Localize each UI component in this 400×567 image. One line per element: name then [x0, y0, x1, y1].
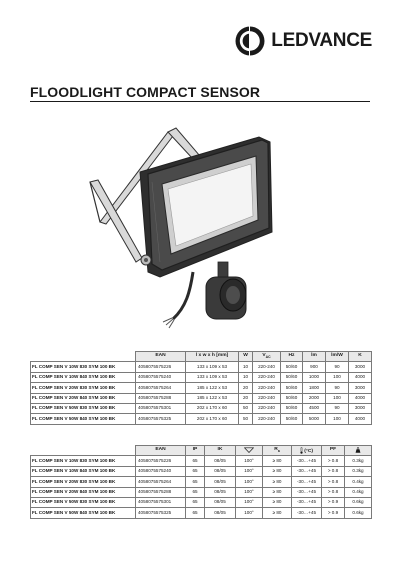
cell-pf: > 0.9: [322, 497, 345, 507]
header-weight: [345, 446, 372, 456]
cell-ean: 4058075575288: [136, 487, 186, 497]
header-ra-label: R: [274, 447, 278, 452]
cell-ean: 4058075575325: [136, 508, 186, 518]
cell-hz: 50/60: [281, 393, 303, 403]
cell-k: 4000: [349, 372, 372, 382]
cell-ip: 65: [186, 477, 205, 487]
cell-ip: 65: [186, 508, 205, 518]
electrical-specs-table: [30, 351, 372, 425]
cell-ean: 4058075575288: [136, 393, 186, 403]
cell-lmw: 90: [326, 403, 349, 413]
cell-name: FL COMP SEN V 20W 830 SYM 100 BK: [31, 477, 136, 487]
cell-ean: 4058075575240: [136, 466, 186, 476]
cell-name: FL COMP SEN V 10W 830 SYM 100 BK: [31, 362, 136, 372]
header-pf: PF: [322, 446, 345, 456]
header-voltage: [253, 352, 281, 362]
cell-ra: ≥ 80: [263, 456, 292, 466]
header-voltage-sub: AC: [265, 354, 271, 359]
cell-dim: 133 x 109 x 53: [186, 362, 239, 372]
cell-kg: 0.3kg: [345, 466, 372, 476]
table-row: [31, 362, 372, 372]
cell-kg: 0.3kg: [345, 456, 372, 466]
table-row: [31, 383, 372, 393]
cell-ik: 08/05: [205, 456, 236, 466]
header-k: K: [349, 352, 372, 362]
table-row: [31, 497, 372, 507]
header-ik: IK: [205, 446, 236, 456]
cell-name: FL COMP SEN V 50W 830 SYM 100 BK: [31, 497, 136, 507]
cell-name: FL COMP SEN V 50W 830 SYM 100 BK: [31, 403, 136, 413]
cell-lmw: 100: [326, 393, 349, 403]
cell-v: 220-240: [253, 393, 281, 403]
cell-beam: 100°: [236, 466, 263, 476]
cell-w: 50: [239, 403, 253, 413]
cell-kg: 0.6kg: [345, 508, 372, 518]
cell-temp: -30…+45: [292, 497, 322, 507]
cell-pf: > 0.8: [322, 487, 345, 497]
cell-dim: 133 x 109 x 53: [186, 372, 239, 382]
title-divider: [30, 101, 370, 102]
thermometer-icon: [300, 447, 303, 454]
cell-ik: 08/05: [205, 487, 236, 497]
page-title: FLOODLIGHT COMPACT SENSOR: [30, 84, 261, 100]
table-row: [31, 372, 372, 382]
header-blank: [31, 446, 136, 456]
header-watt: W: [239, 352, 253, 362]
table-row: [31, 487, 372, 497]
ledvance-logo-icon: [235, 26, 265, 56]
cell-beam: 100°: [236, 508, 263, 518]
brand-name: LEDVANCE: [271, 30, 372, 51]
cell-ean: 4058075575226: [136, 456, 186, 466]
cell-ra: ≥ 80: [263, 477, 292, 487]
header-beam: [236, 446, 263, 456]
cell-name: FL COMP SEN V 20W 830 SYM 100 BK: [31, 383, 136, 393]
cell-k: 3000: [349, 383, 372, 393]
cell-ip: 65: [186, 487, 205, 497]
table-row: [31, 456, 372, 466]
cell-w: 20: [239, 383, 253, 393]
cell-ra: ≥ 80: [263, 487, 292, 497]
cell-pf: > 0.9: [322, 508, 345, 518]
cell-name: FL COMP SEN V 10W 840 SYM 100 BK: [31, 372, 136, 382]
cell-pf: > 0.8: [322, 466, 345, 476]
cell-temp: -30…+45: [292, 508, 322, 518]
cell-beam: 100°: [236, 497, 263, 507]
table-row: [31, 403, 372, 413]
cell-temp: -30…+45: [292, 456, 322, 466]
cell-v: 220-240: [253, 372, 281, 382]
cell-lm: 4500: [303, 403, 326, 413]
cell-hz: 50/60: [281, 383, 303, 393]
cell-w: 10: [239, 372, 253, 382]
ledvance-logo: [235, 26, 372, 56]
cell-ra: ≥ 80: [263, 497, 292, 507]
header-ean: EAN: [136, 352, 186, 362]
cell-lm: 5000: [303, 414, 326, 424]
cell-temp: -30…+45: [292, 466, 322, 476]
cell-ra: ≥ 80: [263, 466, 292, 476]
header-ra-sub: a: [277, 448, 280, 453]
cell-name: FL COMP SEN V 50W 840 SYM 100 BK: [31, 508, 136, 518]
floodlight-product-image: [78, 112, 288, 337]
cell-ip: 65: [186, 466, 205, 476]
cell-dim: 202 x 170 x 60: [186, 403, 239, 413]
cell-hz: 50/60: [281, 372, 303, 382]
cell-ean: 4058075575226: [136, 362, 186, 372]
cell-beam: 100°: [236, 456, 263, 466]
cell-w: 10: [239, 362, 253, 372]
cell-name: FL COMP SEN V 10W 830 SYM 100 BK: [31, 456, 136, 466]
cell-k: 3000: [349, 362, 372, 372]
cell-lmw: 90: [326, 383, 349, 393]
table-row: [31, 466, 372, 476]
cell-ean: 4058075575325: [136, 414, 186, 424]
cell-lm: 900: [303, 362, 326, 372]
cell-kg: 0.4kg: [345, 487, 372, 497]
cell-lm: 2000: [303, 393, 326, 403]
cell-ean: 4058075575301: [136, 497, 186, 507]
table-row: [31, 393, 372, 403]
cell-beam: 100°: [236, 487, 263, 497]
beam-angle-icon: [244, 447, 254, 453]
cell-temp: -30…+45: [292, 487, 322, 497]
cell-v: 220-240: [253, 403, 281, 413]
cell-name: FL COMP SEN V 10W 840 SYM 100 BK: [31, 466, 136, 476]
cell-lm: 1800: [303, 383, 326, 393]
cell-kg: 0.4kg: [345, 477, 372, 487]
cell-v: 220-240: [253, 414, 281, 424]
cell-ip: 65: [186, 456, 205, 466]
header-temp: [292, 446, 322, 456]
cell-ip: 65: [186, 497, 205, 507]
header-ip: IP: [186, 446, 205, 456]
cell-name: FL COMP SEN V 50W 840 SYM 100 BK: [31, 414, 136, 424]
table-row: [31, 508, 372, 518]
cell-w: 20: [239, 393, 253, 403]
header-ra: [263, 446, 292, 456]
header-dimensions: l x w x h [mm]: [186, 352, 239, 362]
cell-hz: 50/60: [281, 414, 303, 424]
cell-pf: > 0.8: [322, 477, 345, 487]
cell-k: 3000: [349, 403, 372, 413]
cell-ik: 08/05: [205, 477, 236, 487]
cell-beam: 100°: [236, 477, 263, 487]
cell-lmw: 100: [326, 372, 349, 382]
header-lmw: lm/W: [326, 352, 349, 362]
cell-ean: 4058075575301: [136, 403, 186, 413]
cell-name: FL COMP SEN V 20W 840 SYM 100 BK: [31, 487, 136, 497]
cell-pf: > 0.8: [322, 456, 345, 466]
cell-temp: -30…+45: [292, 477, 322, 487]
cell-ik: 08/05: [205, 466, 236, 476]
header-hz: Hz: [281, 352, 303, 362]
header-temp-unit: (°C): [304, 448, 314, 454]
cell-ean: 4058075575264: [136, 477, 186, 487]
cell-lm: 1000: [303, 372, 326, 382]
cell-k: 4000: [349, 414, 372, 424]
weight-icon: [355, 447, 361, 453]
cell-ra: ≥ 80: [263, 508, 292, 518]
cell-ean: 4058075575240: [136, 372, 186, 382]
header-blank: [31, 352, 136, 362]
cell-w: 50: [239, 414, 253, 424]
table-row: [31, 414, 372, 424]
cell-k: 4000: [349, 393, 372, 403]
cell-ik: 08/05: [205, 497, 236, 507]
cell-dim: 202 x 170 x 60: [186, 414, 239, 424]
cell-ean: 4058075575264: [136, 383, 186, 393]
cell-lmw: 90: [326, 362, 349, 372]
cell-v: 220-240: [253, 362, 281, 372]
cell-kg: 0.6kg: [345, 497, 372, 507]
cell-v: 220-240: [253, 383, 281, 393]
header-lm: lm: [303, 352, 326, 362]
cell-name: FL COMP SEN V 20W 840 SYM 100 BK: [31, 393, 136, 403]
table-header-row: [31, 352, 372, 362]
header-ean: EAN: [136, 446, 186, 456]
cell-dim: 185 x 122 x 53: [186, 393, 239, 403]
cell-hz: 50/60: [281, 403, 303, 413]
table-header-row: [31, 446, 372, 456]
cell-lmw: 100: [326, 414, 349, 424]
cell-hz: 50/60: [281, 362, 303, 372]
header-voltage-label: V: [262, 353, 266, 358]
optical-specs-table: [30, 445, 372, 519]
cell-dim: 185 x 122 x 53: [186, 383, 239, 393]
table-row: [31, 477, 372, 487]
cell-ik: 08/05: [205, 508, 236, 518]
